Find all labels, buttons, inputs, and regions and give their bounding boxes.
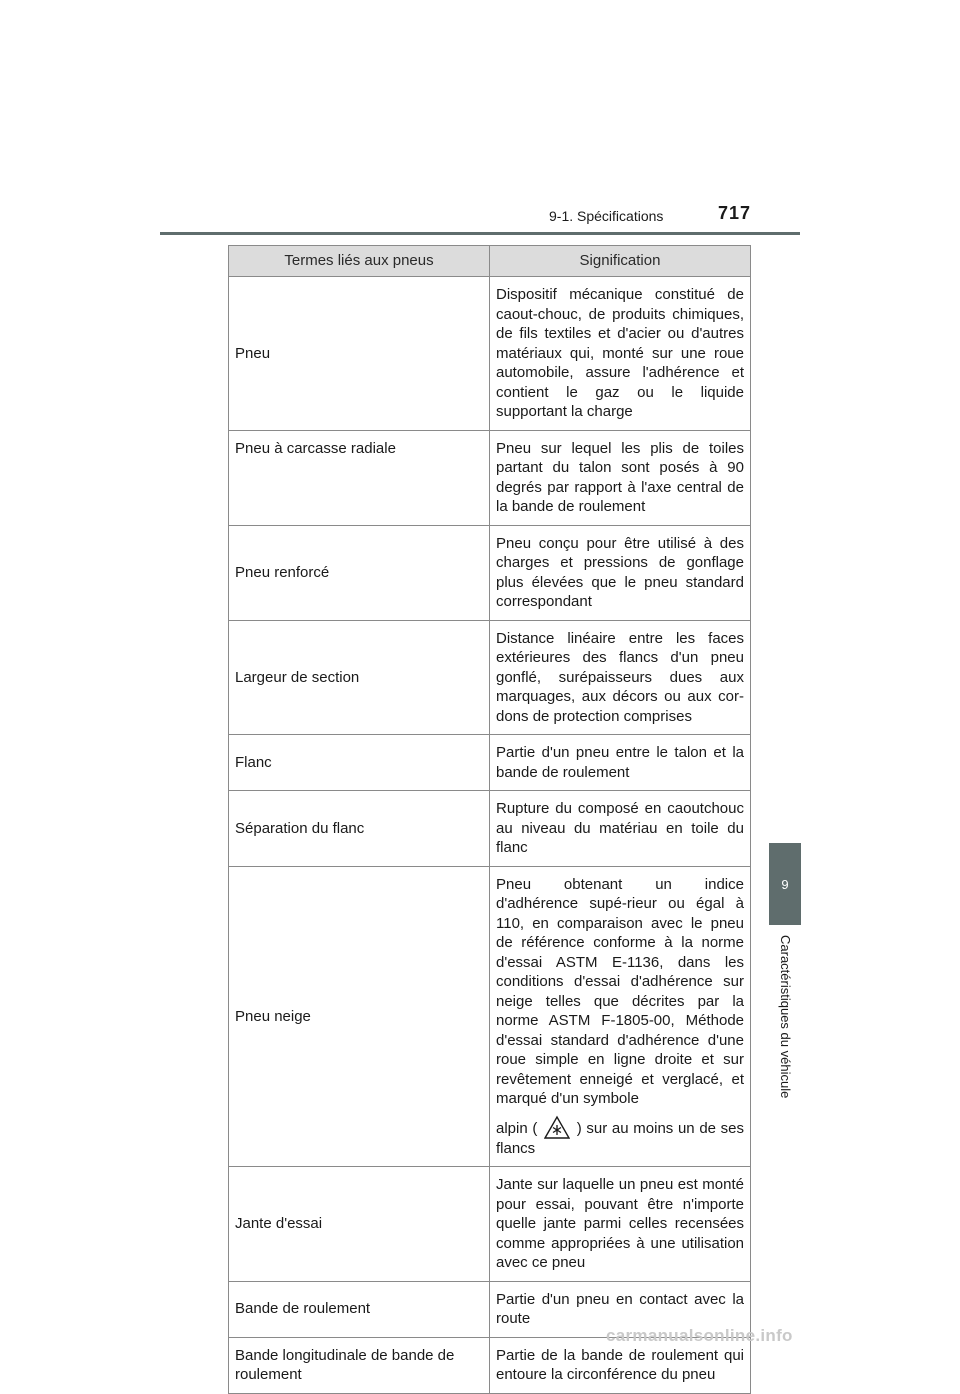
table-row [229, 791, 751, 867]
definition-cell: Partie d'un pneu entre le talon et la bande de roulement [490, 735, 751, 791]
term-cell: Largeur de section [229, 620, 490, 735]
definition-cell: Distance linéaire entre les faces extérieures des flancs d'un pneu gonflé, surépaisseurs dues aux marquages, aux décors ou aux cor-dons de protection comprises [490, 620, 751, 735]
table-row [229, 430, 751, 525]
term-cell: Flanc [229, 735, 490, 791]
definition-text-after-icon: ) sur au moins un de ses flancs [496, 1119, 745, 1157]
term-cell: Jante d'essai [229, 1167, 490, 1282]
watermark: carmanualsonline.info [606, 1326, 793, 1345]
table-row [229, 277, 751, 431]
column-header-term: Termes liés aux pneus [229, 246, 490, 277]
chapter-tab[interactable] [769, 843, 801, 925]
alpine-snowflake-icon [544, 1115, 570, 1139]
table-row [229, 866, 751, 1167]
table-row [229, 620, 751, 735]
definition-cell: Partie de la bande de roulement qui entoure la circonférence du pneu [490, 1337, 751, 1393]
table-header-row [229, 246, 751, 277]
column-header-meaning: Signification [490, 246, 751, 277]
definition-text-before-icon: alpin ( [496, 1119, 538, 1137]
chapter-number: 9 [781, 876, 789, 892]
definition-cell: Jante sur laquelle un pneu est monté pour essai, pouvant être n'importe quelle jante parmi celles recensées comme appropriées à une utilisation avec ce pneu [490, 1167, 751, 1282]
header-divider [160, 232, 800, 235]
term-cell: Pneu [229, 277, 490, 431]
definition-cell: Dispositif mécanique constitué de caout-chouc, de produits chimiques, de fils textiles et d'acier ou d'autres matériaux qui, monté sur une roue automobile, assure l'adhérence et contient le gaz ou le liquide supportant la charge [490, 277, 751, 431]
page-number: 717 [718, 203, 752, 223]
term-cell: Bande longitudinale de bande de roulement [229, 1337, 490, 1393]
definition-cell [490, 866, 751, 1167]
tire-terms-table [228, 245, 751, 1394]
term-cell: Pneu à carcasse radiale [229, 430, 490, 525]
definition-cell: Rupture du composé en caoutchouc au niveau du matériau en toile du flanc [490, 791, 751, 867]
term-cell: Pneu neige [229, 866, 490, 1167]
definition-cell: Partie d'un pneu en contact avec la route [490, 1281, 751, 1337]
term-cell: Séparation du flanc [229, 791, 490, 867]
table-row [229, 1167, 751, 1282]
term-cell: Bande de roulement [229, 1281, 490, 1337]
chapter-label: Caractéristiques du véhicule [778, 935, 793, 1099]
definition-cell: Pneu conçu pour être utilisé à des charges et pressions de gonflage plus élevées que le pneu standard correspondant [490, 525, 751, 620]
definition-text: Pneu obtenant un indice d'adhérence supé-rieur ou égal à 110, en comparaison avec le pneu de référence conforme à la norme d'essai ASTM E-1136, dans les conditions d'essai d'adhérence sur neige telles que décrites par la norme ASTM F-1805-00, Méthode d'essai standard d'adhérence d'une roue simple en ligne droite et sur revêtement enneigé et verglacé, et marqué d'un symbole [496, 875, 744, 1107]
section-title: 9-1. Spécifications [549, 208, 664, 224]
table-row [229, 735, 751, 791]
definition-cell: Pneu sur lequel les plis de toiles partant du talon sont posés à 90 degrés par rapport à l'axe central de la bande de roulement [490, 430, 751, 525]
term-cell: Pneu renforcé [229, 525, 490, 620]
table-row [229, 525, 751, 620]
